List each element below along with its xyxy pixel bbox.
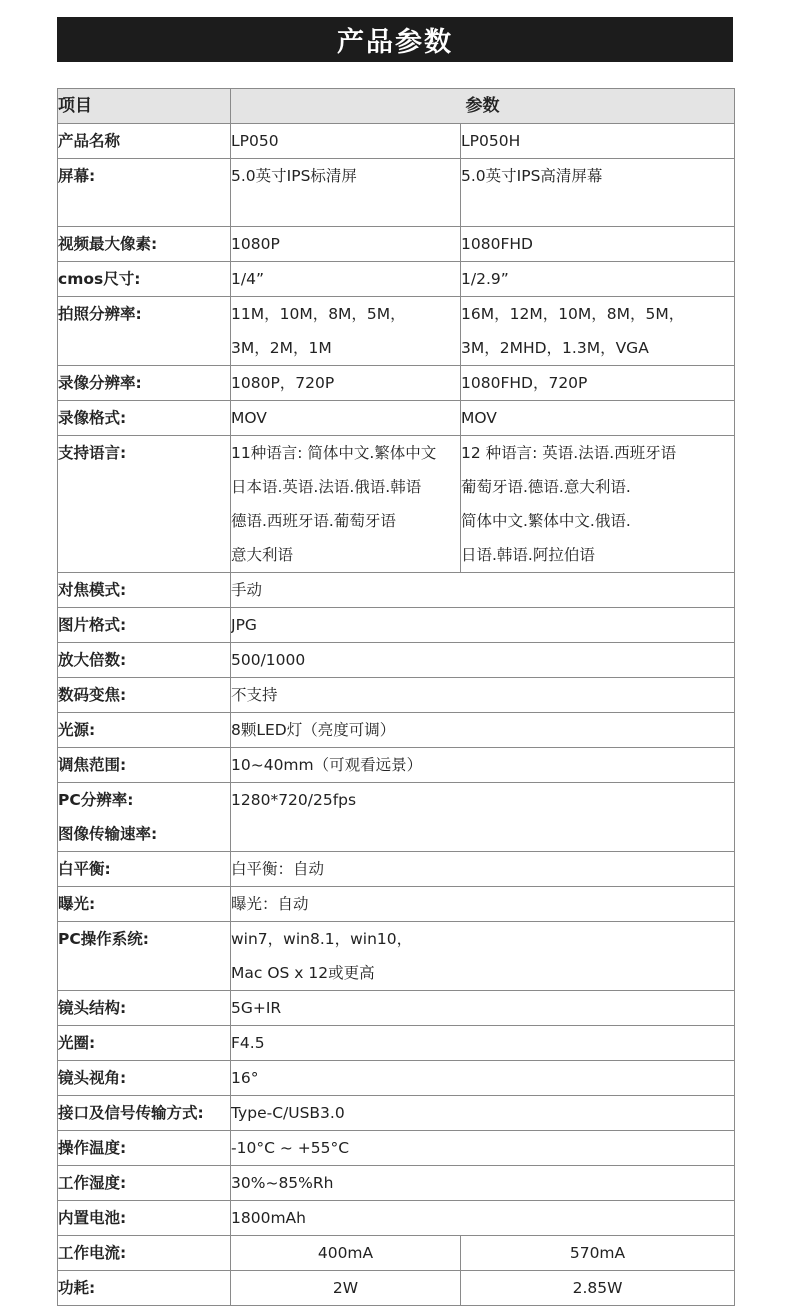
row-label: 内置电池: [58,1201,231,1236]
table-row [58,227,735,262]
cell-lp050: 2W [231,1271,461,1306]
cell-value: 10~40mm（可观看远景） [231,748,735,783]
row-label: 录像格式: [58,401,231,436]
row-label: 数码变焦: [58,678,231,713]
cell-line: win7，win8.1，win10， [231,930,413,948]
table-row [58,748,735,783]
row-label: 支持语言: [58,436,231,573]
cell-value: 16° [231,1061,735,1096]
cell-value: 8颗LED灯（亮度可调） [231,713,735,748]
row-label: 屏幕: [58,159,231,227]
row-label: 镜头视角: [58,1061,231,1096]
cell-lp050h: LP050H [461,124,735,159]
cell-lp050h: 1080FHD，720P [461,366,735,401]
cell-value: Type-C/USB3.0 [231,1096,735,1131]
cell-lp050h: 5.0英寸IPS高清屏幕 [461,159,735,227]
cell-lp050h [461,297,735,366]
cell-lp050h: 2.85W [461,1271,735,1306]
row-label-line: PC分辨率: [58,791,134,809]
table-row [58,262,735,297]
spec-table [57,88,735,1306]
header-item: 项目 [58,89,231,124]
cell-lp050 [231,436,461,573]
cell-line: 3M，2MHD，1.3M，VGA [461,339,649,357]
table-row [58,643,735,678]
table-row [58,922,735,991]
cell-line: Mac OS x 12或更高 [231,964,375,982]
table-row [58,1096,735,1131]
row-label: 拍照分辨率: [58,297,231,366]
table-row [58,1271,735,1306]
row-label: 工作湿度: [58,1166,231,1201]
cell-line: 11种语言: 简体中文.繁体中文 [231,444,437,462]
cell-value: 手动 [231,573,735,608]
cell-line: 3M，2M，1M [231,339,332,357]
cell-lp050 [231,297,461,366]
row-label-line: 图像传输速率: [58,825,158,843]
table-row [58,297,735,366]
row-label: 接口及信号传输方式: [58,1096,231,1131]
cell-line: 德语.西班牙语.葡萄牙语 [231,512,396,530]
row-label: 视频最大像素: [58,227,231,262]
row-label: 调焦范围: [58,748,231,783]
table-row [58,1236,735,1271]
cell-lp050: 1080P [231,227,461,262]
cell-lp050h [461,436,735,573]
table-row [58,991,735,1026]
table-row [58,573,735,608]
cell-value: 5G+IR [231,991,735,1026]
page-title: 产品参数 [57,17,733,62]
cell-lp050h: 570mA [461,1236,735,1271]
table-row [58,678,735,713]
row-label: 对焦模式: [58,573,231,608]
cell-value: F4.5 [231,1026,735,1061]
row-label: 光圈: [58,1026,231,1061]
cell-line: 葡萄牙语.德语.意大利语. [461,478,631,496]
table-row [58,401,735,436]
cell-lp050h: 1080FHD [461,227,735,262]
table-row [58,1026,735,1061]
cell-value: JPG [231,608,735,643]
cell-line: 12 种语言: 英语.法语.西班牙语 [461,444,677,462]
cell-line: 11M，10M，8M，5M， [231,305,406,323]
row-label: 录像分辨率: [58,366,231,401]
cell-lp050: 1080P，720P [231,366,461,401]
cell-value [231,922,735,991]
table-row [58,783,735,852]
table-header-row [58,89,735,124]
cell-value: 曝光：自动 [231,887,735,922]
table-row [58,1061,735,1096]
row-label: 功耗: [58,1271,231,1306]
table-row [58,1131,735,1166]
table-row [58,713,735,748]
row-label: 产品名称 [58,124,231,159]
table-row [58,887,735,922]
cell-line: 简体中文.繁体中文.俄语. [461,512,631,530]
row-label: PC操作系统: [58,922,231,991]
table-row [58,159,735,227]
cell-line: 日本语.英语.法语.俄语.韩语 [231,478,422,496]
row-label: 放大倍数: [58,643,231,678]
row-label: 光源: [58,713,231,748]
cell-lp050: 5.0英寸IPS标清屏 [231,159,461,227]
cell-lp050h: 1/2.9” [461,262,735,297]
row-label: 镜头结构: [58,991,231,1026]
table-row [58,436,735,573]
table-row [58,366,735,401]
cell-line: 日语.韩语.阿拉伯语 [461,546,595,564]
table-row [58,608,735,643]
table-row [58,852,735,887]
cell-value: -10°C ~ +55°C [231,1131,735,1166]
row-label [58,783,231,852]
cell-value: 白平衡：自动 [231,852,735,887]
cell-value: 30%~85%Rh [231,1166,735,1201]
cell-lp050h: MOV [461,401,735,436]
cell-lp050: LP050 [231,124,461,159]
header-param: 参数 [231,89,735,124]
table-row [58,1201,735,1236]
cell-value: 不支持 [231,678,735,713]
row-label: 图片格式: [58,608,231,643]
table-row [58,1166,735,1201]
row-label: 操作温度: [58,1131,231,1166]
cell-lp050: 400mA [231,1236,461,1271]
cell-line: 16M，12M，10M，8M，5M， [461,305,685,323]
row-label: cmos尺寸: [58,262,231,297]
cell-lp050: 1/4” [231,262,461,297]
cell-line: 意大利语 [231,546,294,564]
row-label: 白平衡: [58,852,231,887]
row-label: 工作电流: [58,1236,231,1271]
row-label: 曝光: [58,887,231,922]
cell-value: 1280*720/25fps [231,783,735,852]
cell-lp050: MOV [231,401,461,436]
cell-value: 500/1000 [231,643,735,678]
table-row [58,124,735,159]
cell-value: 1800mAh [231,1201,735,1236]
